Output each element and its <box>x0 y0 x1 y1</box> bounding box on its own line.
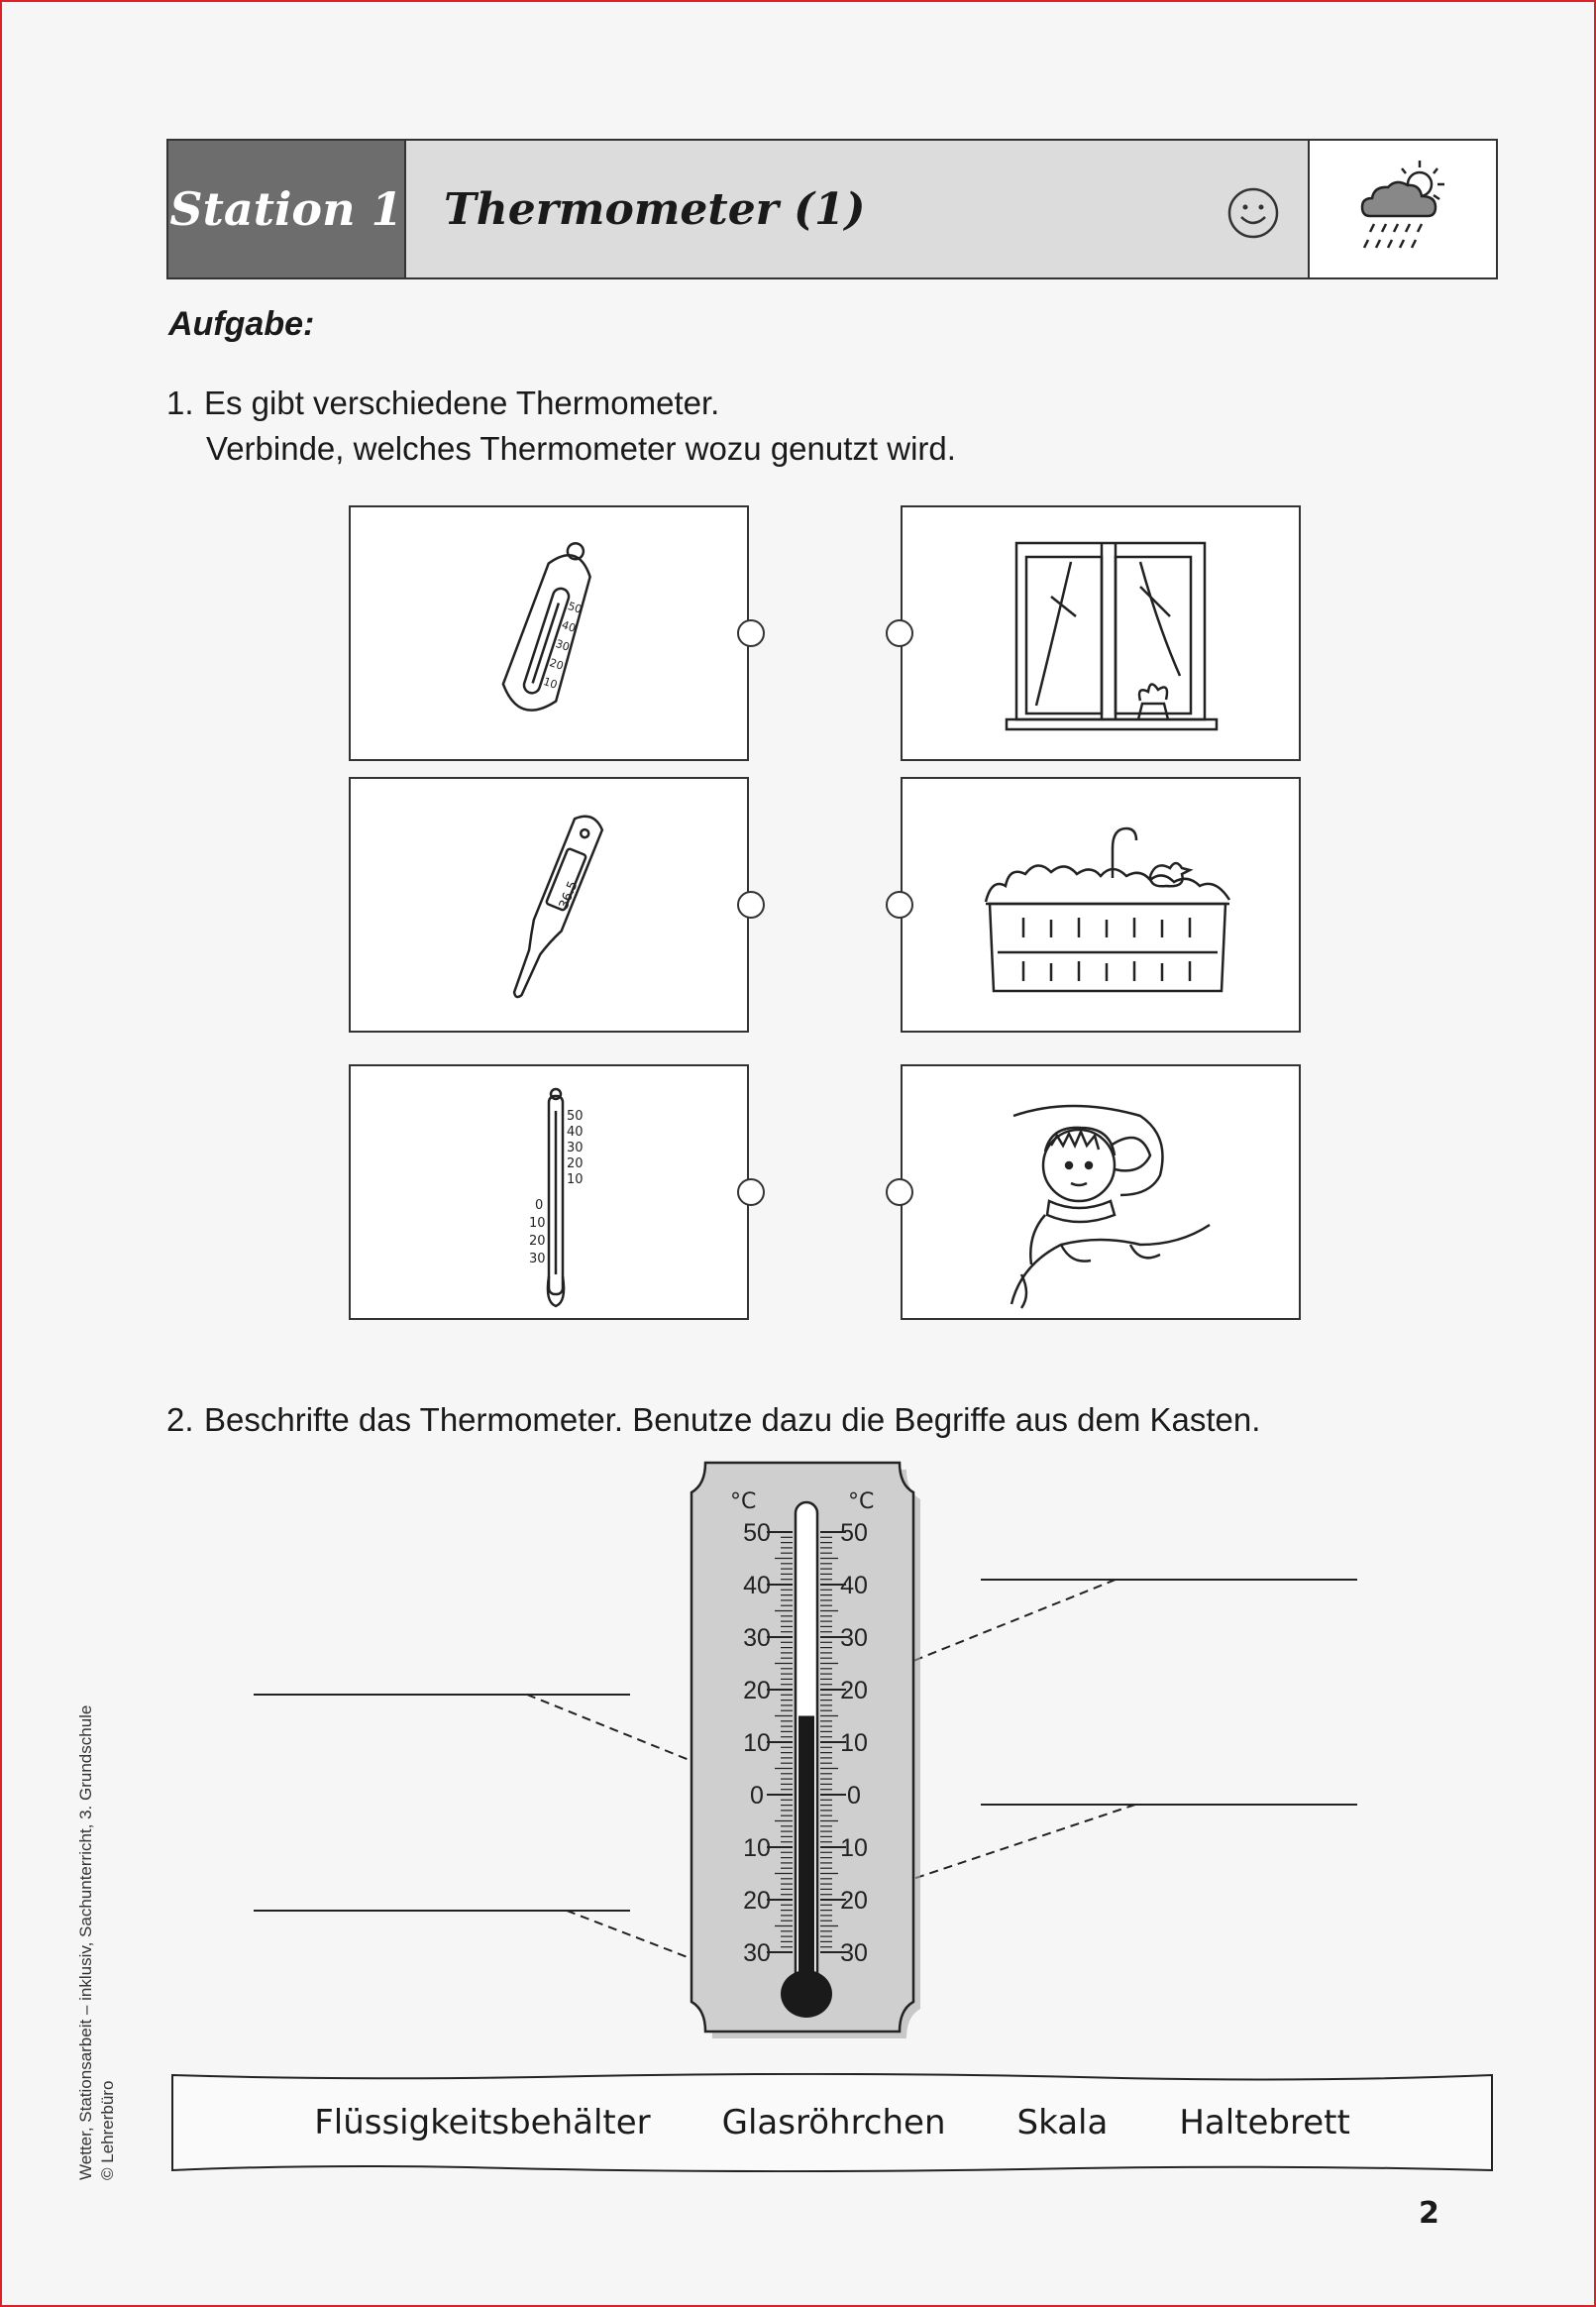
scale-label-right-40: 40 <box>840 1572 868 1599</box>
liquid-column <box>798 1716 814 1995</box>
word-glasroehrchen: Glasröhrchen <box>721 2103 946 2142</box>
scale-label-right-minus-30: 30 <box>840 1939 868 1967</box>
outdoor-scale-10: 10 <box>567 1172 584 1187</box>
task-1-number: 1. <box>166 384 194 421</box>
task-heading: Aufgabe: <box>168 305 315 343</box>
outdoor-scale-0: 0 <box>535 1198 544 1213</box>
outdoor-scale-50: 50 <box>567 1109 584 1124</box>
scale-label-left-10: 10 <box>743 1729 771 1757</box>
task-2-text: Beschrifte das Thermometer. Benutze dazu die Begriffe aus dem Kasten. <box>204 1401 1261 1438</box>
task-1-line-2: Verbinde, welches Thermometer wozu genutzt wird. <box>206 430 956 467</box>
copyright-note <box>75 1705 119 2180</box>
bath-scale-40: 40 <box>560 618 578 635</box>
outdoor-scale-20: 20 <box>567 1156 584 1171</box>
scale-label-right-50: 50 <box>840 1519 868 1547</box>
copyright-line-1: Wetter, Stationsarbeit – inklusiv, Sachunterricht, 3. Grundschule <box>76 1704 95 2180</box>
scale-label-right-minus-10: 10 <box>840 1834 868 1862</box>
scale-label-left-minus-30: 30 <box>743 1939 771 1967</box>
bath-scale-10: 10 <box>541 675 560 692</box>
scale-label-right-10: 10 <box>840 1729 868 1757</box>
scale-label-left-50: 50 <box>743 1519 771 1547</box>
scale-label-left-40: 40 <box>743 1572 771 1599</box>
scale-label-left-30: 30 <box>743 1624 771 1652</box>
station-label: Station 1 <box>168 141 406 277</box>
word-skala: Skala <box>1016 2103 1109 2142</box>
page-number: 2 <box>1419 2196 1439 2231</box>
bath-scale-30: 30 <box>554 637 572 654</box>
word-fluessigkeitsbehaelter: Flüssigkeitsbehälter <box>314 2103 651 2142</box>
bath-scale-20: 20 <box>548 656 566 673</box>
scale-label-left-0: 0 <box>750 1782 764 1810</box>
scale-label-right-30: 30 <box>840 1624 868 1652</box>
scale-label-right-0: 0 <box>847 1782 861 1810</box>
station-title: Thermometer (1) <box>444 183 866 235</box>
unit-right: °C <box>848 1489 875 1514</box>
scale-label-left-minus-10: 10 <box>743 1834 771 1862</box>
scale-label-right-minus-20: 20 <box>840 1887 868 1915</box>
fever-reading: 36.5 <box>556 879 582 912</box>
outdoor-scale-30: 30 <box>567 1141 584 1155</box>
scale-label-left-20: 20 <box>743 1677 771 1704</box>
unit-left: °C <box>730 1489 757 1514</box>
task-2-number: 2. <box>166 1401 194 1438</box>
copyright-line-2: © Lehrerbüro <box>98 2080 117 2180</box>
outdoor-scale-minus-30: 30 <box>529 1252 546 1266</box>
scale-label-left-minus-20: 20 <box>743 1887 771 1915</box>
bath-scale-50: 50 <box>566 599 584 616</box>
word-haltebrett: Haltebrett <box>1179 2103 1350 2142</box>
task-1-line-1: Es gibt verschiedene Thermometer. <box>204 384 720 421</box>
outdoor-scale-minus-10: 10 <box>529 1216 546 1231</box>
liquid-bulb <box>781 1970 832 2018</box>
outdoor-scale-40: 40 <box>567 1125 584 1140</box>
scale-label-right-20: 20 <box>840 1677 868 1704</box>
word-list <box>170 2073 1494 2172</box>
outdoor-scale-minus-20: 20 <box>529 1234 546 1249</box>
